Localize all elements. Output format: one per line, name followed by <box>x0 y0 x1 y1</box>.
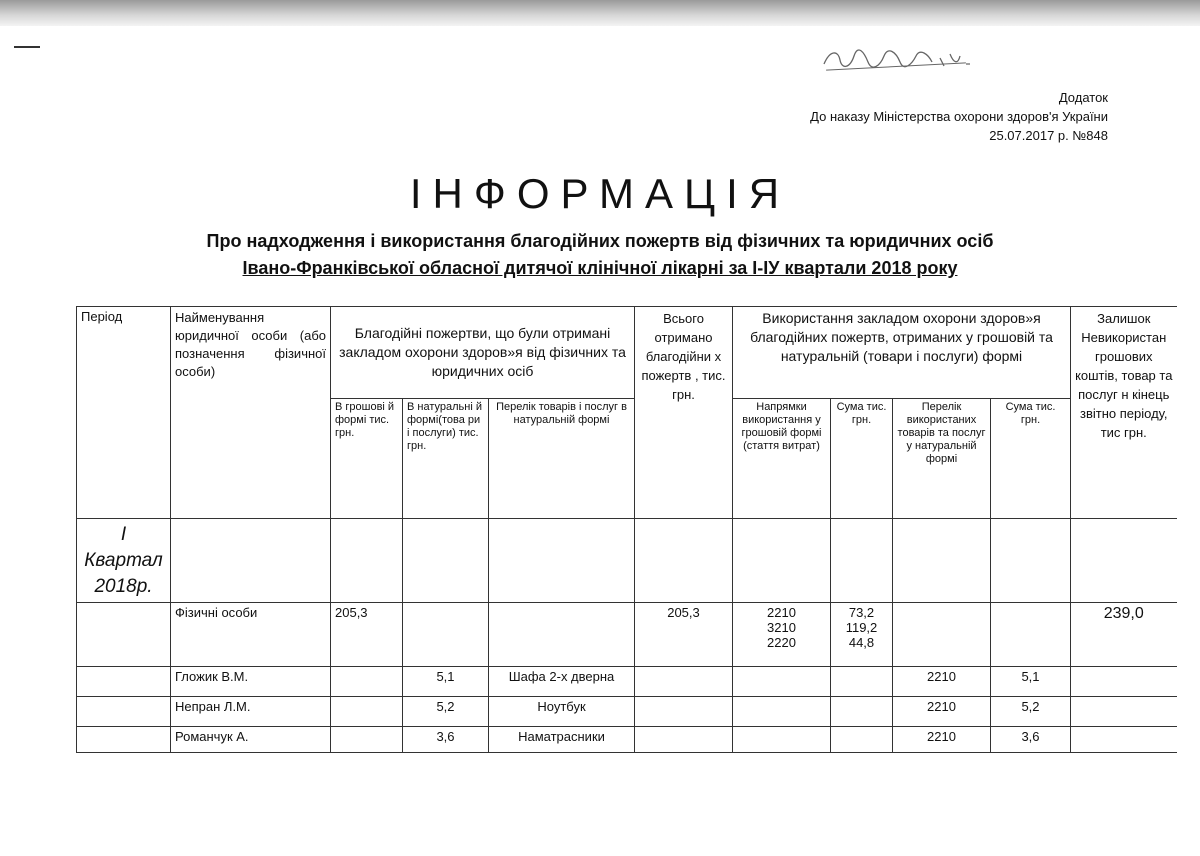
row-goods-used <box>893 603 991 667</box>
subheader-sum1: Сума тис. грн. <box>831 399 893 519</box>
addendum-block <box>810 88 1108 145</box>
row-total <box>635 697 733 727</box>
subheader-cash: В грошові й формі тис. грн. <box>331 399 403 519</box>
header-period: Період <box>77 307 171 519</box>
subheader-kind: В натуральні й формі(това ри і послуги) тис. грн. <box>403 399 489 519</box>
row-kind: 3,6 <box>403 727 489 753</box>
quarter-label: І Квартал 2018р. <box>77 519 171 603</box>
addendum-line2: До наказу Міністерства охорони здоров'я України <box>810 109 1108 124</box>
quarter-empty <box>831 519 893 603</box>
row-cash: 205,3 <box>331 603 403 667</box>
addendum-line3: 25.07.2017 р. №848 <box>989 128 1108 143</box>
row-goods-used: 2210 <box>893 727 991 753</box>
header-balance: Залишок Невикористан грошових коштів, товар та послуг н кінець звітно періоду, тис грн. <box>1071 307 1177 519</box>
row-balance <box>1071 697 1177 727</box>
row-directions: 2210 3210 2220 <box>733 603 831 667</box>
quarter-empty <box>733 519 831 603</box>
header-row <box>77 307 1177 399</box>
row-total <box>635 727 733 753</box>
header-total: Всього отримано благодійни х пожертв , тис. грн. <box>635 307 733 519</box>
quarter-empty <box>991 519 1071 603</box>
row-name: Романчук А. <box>171 727 331 753</box>
row-sum2 <box>991 603 1071 667</box>
row-directions <box>733 727 831 753</box>
row-goods: Ноутбук <box>489 697 635 727</box>
row-balance <box>1071 727 1177 753</box>
row-period <box>77 603 171 667</box>
row-name: Непран Л.М. <box>171 697 331 727</box>
subheader-goods-list: Перелік товарів і послуг в натуральній формі <box>489 399 635 519</box>
document-title: ІНФОРМАЦІЯ <box>409 170 791 217</box>
scan-top-band <box>0 0 1200 26</box>
row-cash <box>331 697 403 727</box>
subheader-directions: Напрямки використання у грошовій формі (стаття витрат) <box>733 399 831 519</box>
row-total <box>635 667 733 697</box>
row-sum1 <box>831 697 893 727</box>
row-sum1 <box>831 667 893 697</box>
row-sum2: 5,1 <box>991 667 1071 697</box>
subheader-sum2: Сума тис. грн. <box>991 399 1071 519</box>
header-received: Благодійні пожертви, що були отримані закладом охорони здоров»я від фізичних та юридичних осіб <box>331 307 635 399</box>
donations-table <box>76 306 1177 753</box>
row-balance: 239,0 <box>1071 603 1177 667</box>
row-kind: 5,1 <box>403 667 489 697</box>
document-subtitle-underlined: Івано-Франківської обласної дитячої клінічної лікарні за І-ІУ квартали 2018 року <box>242 258 958 278</box>
row-goods: Шафа 2-х дверна <box>489 667 635 697</box>
row-sum1: 73,2 119,2 44,8 <box>831 603 893 667</box>
document-subtitle: Про надходження і використання благодійних пожертв від фізичних та юридичних осіб <box>206 231 994 251</box>
row-period <box>77 667 171 697</box>
quarter-empty <box>489 519 635 603</box>
quarter-empty <box>403 519 489 603</box>
table-row <box>77 727 1177 753</box>
row-name: Гложик В.М. <box>171 667 331 697</box>
row-name: Фізичні особи <box>171 603 331 667</box>
row-sum2: 3,6 <box>991 727 1071 753</box>
header-name: Найменування юридичної особи (або позначення фізичної особи) <box>171 307 331 519</box>
subheader-goods-used: Перелік використаних товарів та послуг у натуральній формі <box>893 399 991 519</box>
row-goods: Наматрасники <box>489 727 635 753</box>
row-kind: 5,2 <box>403 697 489 727</box>
scan-mark <box>14 46 40 48</box>
row-sum2: 5,2 <box>991 697 1071 727</box>
quarter-empty <box>1071 519 1177 603</box>
row-period <box>77 727 171 753</box>
row-goods-used: 2210 <box>893 667 991 697</box>
addendum-line1: Додаток <box>1058 90 1108 105</box>
quarter-row <box>77 519 1177 603</box>
table-row <box>77 603 1177 667</box>
quarter-empty <box>171 519 331 603</box>
handwritten-signature <box>820 44 980 79</box>
row-directions <box>733 667 831 697</box>
row-total: 205,3 <box>635 603 733 667</box>
table-row <box>77 667 1177 697</box>
row-directions <box>733 697 831 727</box>
row-goods <box>489 603 635 667</box>
row-cash <box>331 727 403 753</box>
quarter-empty <box>635 519 733 603</box>
quarter-empty <box>331 519 403 603</box>
row-cash <box>331 667 403 697</box>
row-period <box>77 697 171 727</box>
header-usage: Використання закладом охорони здоров»я благодійних пожертв, отриманих у грошовій та натуральній (товари і послуги) формі <box>733 307 1071 399</box>
row-kind <box>403 603 489 667</box>
row-sum1 <box>831 727 893 753</box>
table-row <box>77 697 1177 727</box>
quarter-empty <box>893 519 991 603</box>
row-balance <box>1071 667 1177 697</box>
row-goods-used: 2210 <box>893 697 991 727</box>
